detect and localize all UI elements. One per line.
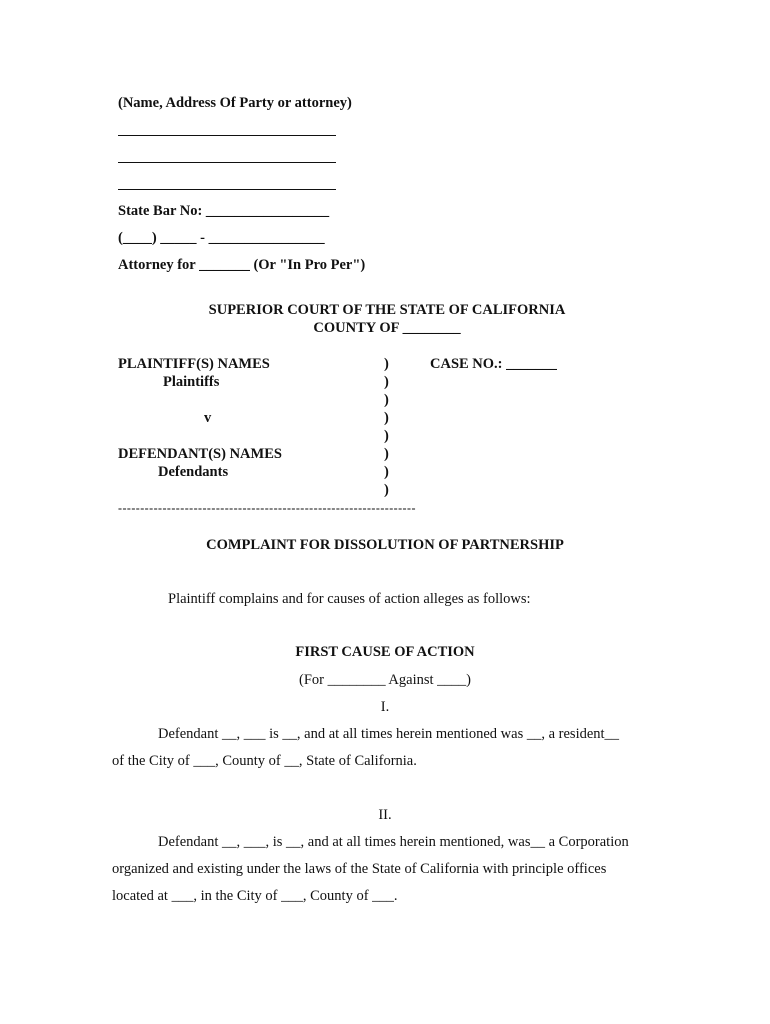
phone-number: (____) _____ - ________________ <box>118 230 325 246</box>
paragraph-1-line-1: Defendant __, ___ is __, and at all times herein mentioned was __, a resident__ <box>158 726 620 742</box>
cause-for-against: (For ________ Against ____) <box>299 672 471 688</box>
paragraph-2-line-3: located at ___, in the City of ___, County of ___. <box>112 888 398 904</box>
paragraph-2-line-1: Defendant __, ___, is __, and at all times herein mentioned, was__ a Corporation <box>158 834 629 850</box>
court-county: COUNTY OF ________ <box>313 320 461 336</box>
caption-paren: ) <box>384 446 389 462</box>
name-address-label: (Name, Address Of Party or attorney) <box>118 95 352 111</box>
caption-divider: ------------------------------------------------------------------- <box>118 501 416 515</box>
caption-paren: ) <box>384 428 389 444</box>
address-line-3 <box>118 189 336 190</box>
paragraph-2-line-2: organized and existing under the laws of the State of California with principle offices <box>112 861 607 877</box>
state-bar-number: State Bar No: _________________ <box>118 203 330 219</box>
document-title: COMPLAINT FOR DISSOLUTION OF PARTNERSHIP <box>206 537 564 553</box>
court-name: SUPERIOR COURT OF THE STATE OF CALIFORNIA <box>208 302 566 318</box>
paragraph-numeral-1: I. <box>380 699 390 715</box>
cause-heading: FIRST CAUSE OF ACTION <box>295 644 475 660</box>
caption-paren: ) <box>384 374 389 390</box>
case-number: CASE NO.: _______ <box>430 356 557 372</box>
plaintiffs-label: Plaintiffs <box>163 374 220 390</box>
caption-paren: ) <box>384 482 389 498</box>
caption-paren: ) <box>384 464 389 480</box>
plaintiff-names: PLAINTIFF(S) NAMES <box>118 356 270 372</box>
caption-paren: ) <box>384 410 389 426</box>
caption-paren: ) <box>384 356 389 372</box>
defendant-names: DEFENDANT(S) NAMES <box>118 446 282 462</box>
defendants-label: Defendants <box>158 464 229 480</box>
intro-sentence: Plaintiff complains and for causes of action alleges as follows: <box>168 591 531 607</box>
address-line-1 <box>118 135 336 136</box>
paragraph-numeral-2: II. <box>378 807 392 823</box>
attorney-for: Attorney for _______ (Or "In Pro Per") <box>118 257 366 273</box>
address-line-2 <box>118 162 336 163</box>
caption-paren: ) <box>384 392 389 408</box>
versus-label: v <box>204 410 212 426</box>
paragraph-1-line-2: of the City of ___, County of __, State of California. <box>112 753 417 769</box>
